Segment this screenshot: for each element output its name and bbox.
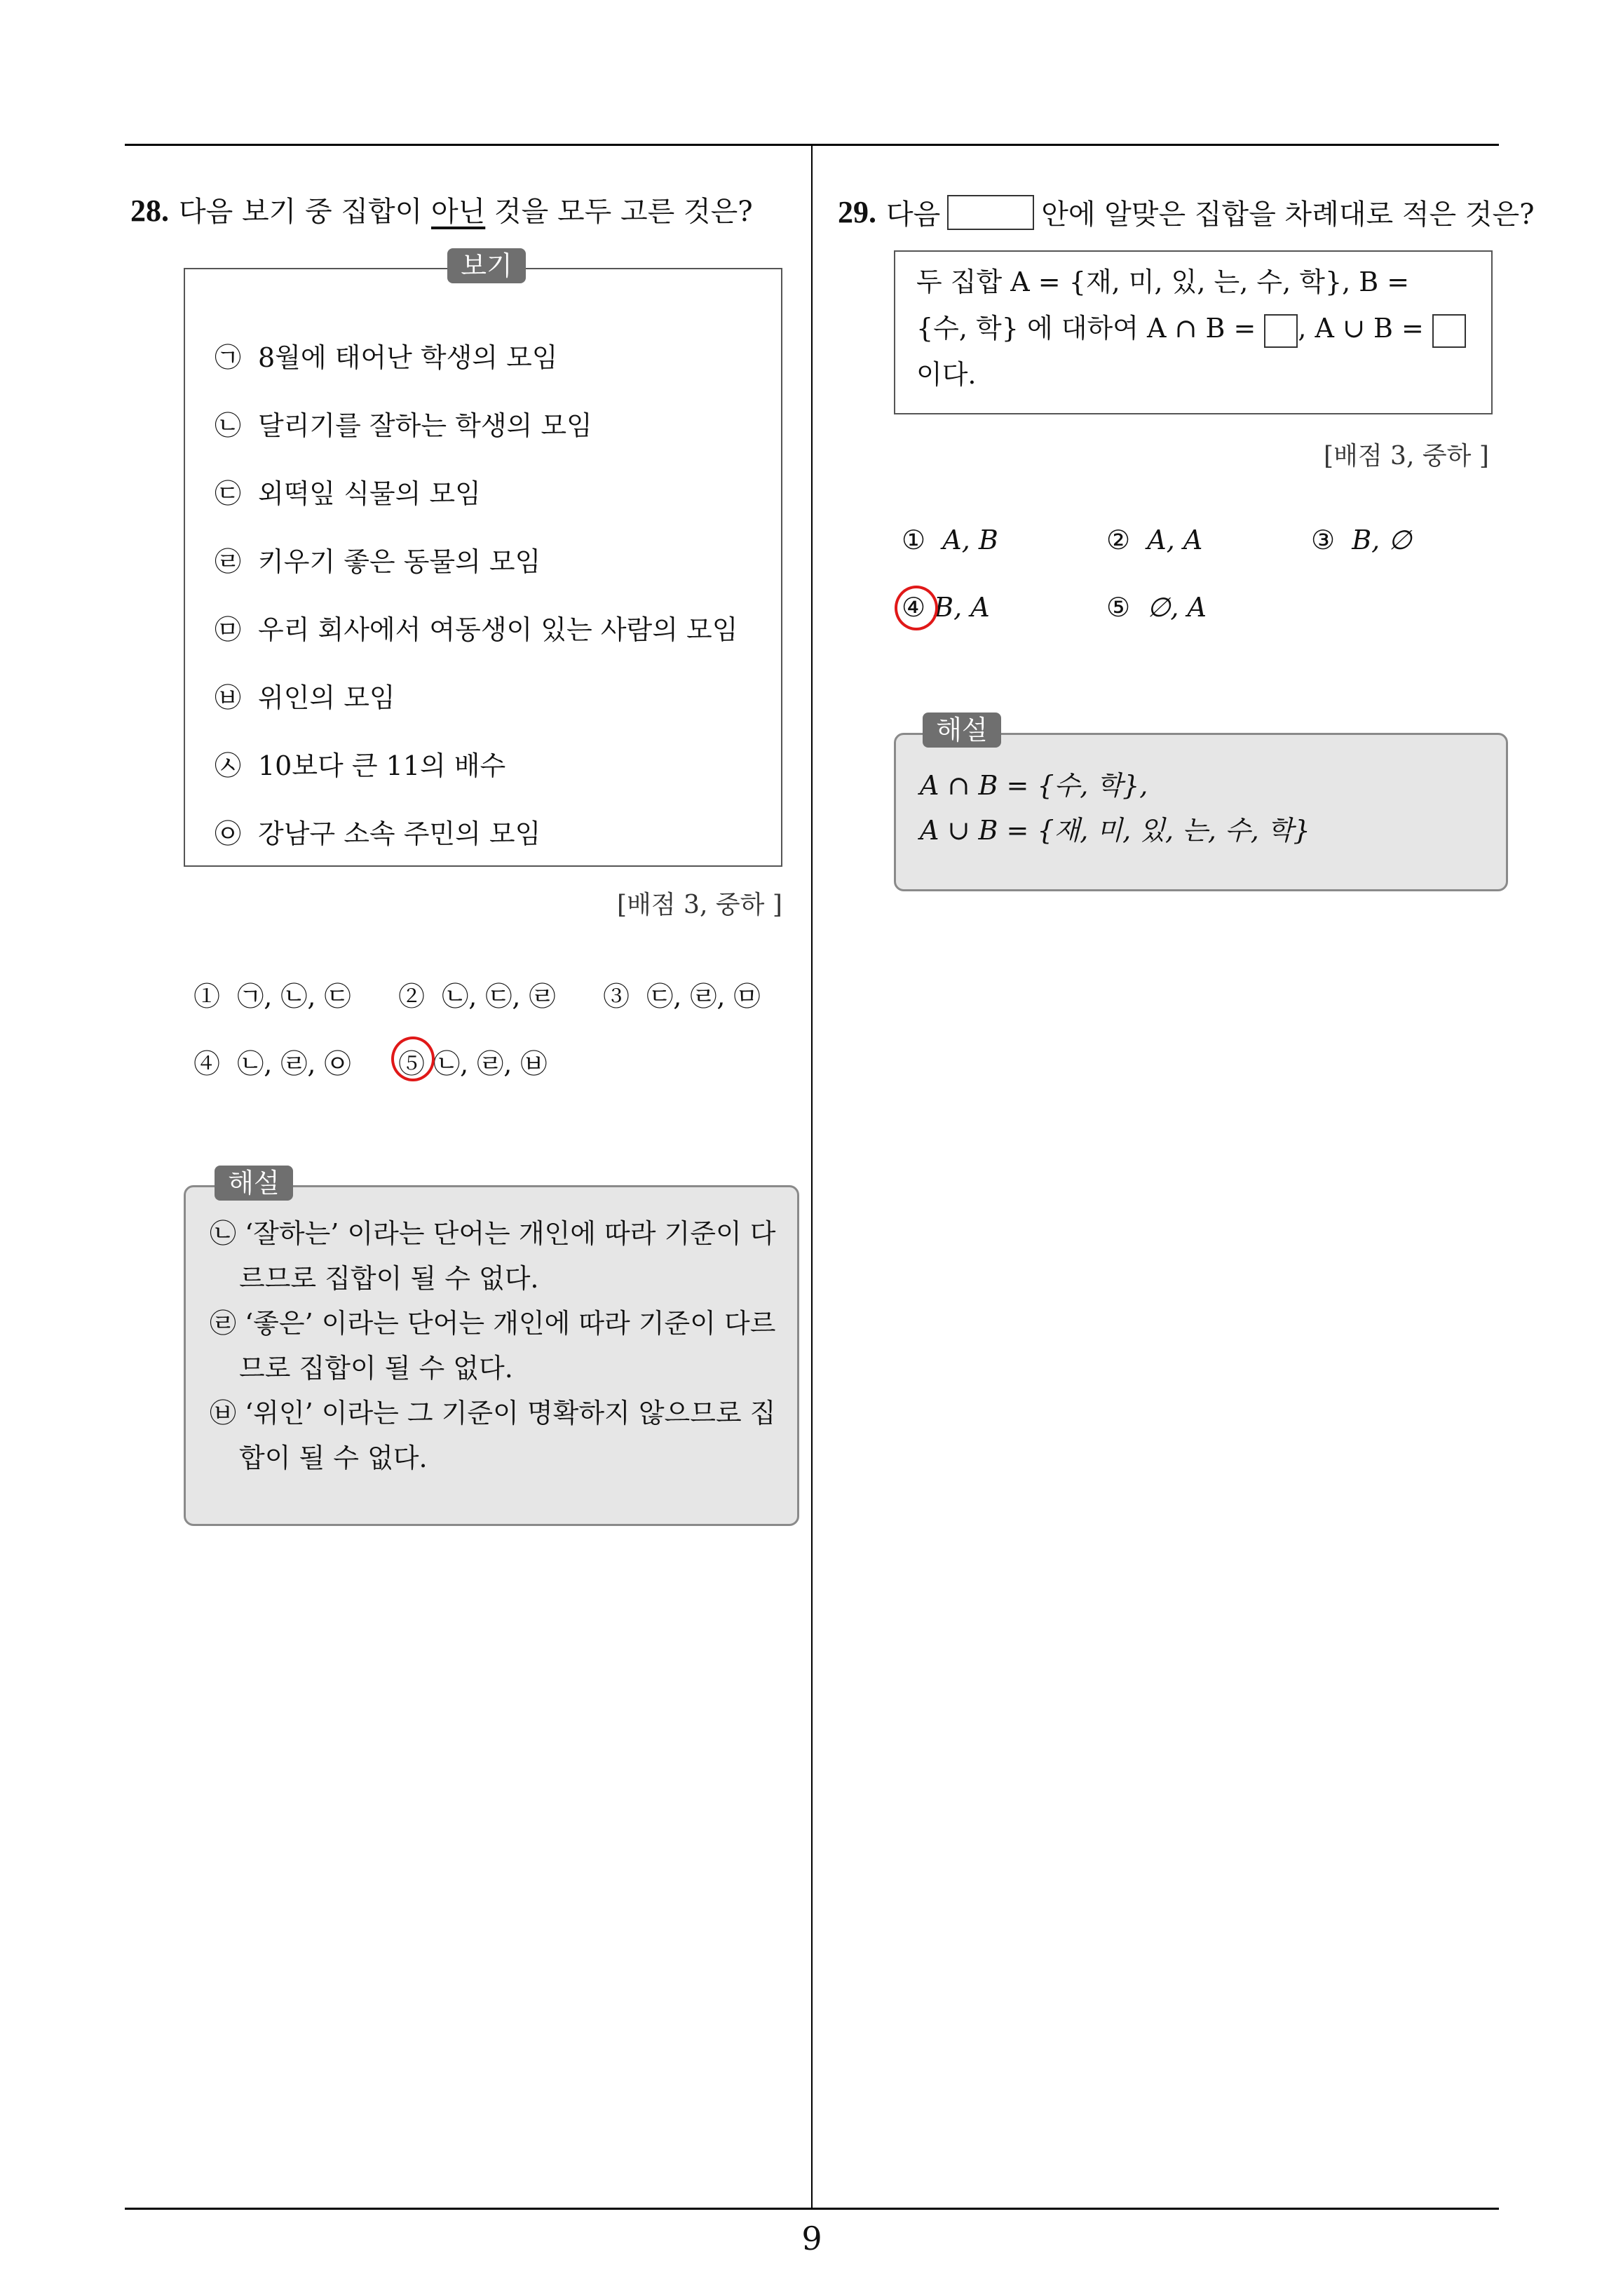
bogi-item [215,593,738,661]
bogi-item [215,729,738,797]
choice-text: A, A [1147,525,1203,555]
bogi-text: 10보다 큰 11의 배수 [258,750,506,781]
q28-choice-3[interactable] [603,975,761,1013]
bogi-item [215,661,738,729]
q29-prompt-after: 안에 알맞은 집합을 차례대로 적은 것은? [1041,198,1535,231]
solution-line: 므로 집합이 될 수 없다. [239,1353,513,1384]
choice-number: ④ [902,592,926,623]
q29-solution-label: 해설 [923,713,1001,748]
bogi-text: 달리기를 잘하는 학생의 모임 [258,410,592,441]
q28-choice-2[interactable] [398,975,556,1013]
bogi-text: 위인의 모임 [258,682,395,713]
q28-prompt-before: 다음 보기 중 집합이 [179,196,423,228]
bogi-item [215,321,738,389]
q28-solution-box [184,1185,799,1526]
q28-number: 28. [130,194,169,228]
bottom-rule [125,2208,1499,2210]
q29-selected-answer-circle [895,586,938,630]
q29-prompt [838,192,1535,232]
q29-statement-line3: 이다. [916,359,977,390]
choice-number: ③ [603,981,630,1012]
bogi-marker: ㉡ [215,410,242,441]
bogi-text: 8월에 태어난 학생의 모임 [258,342,558,373]
q28-bogi-label: 보기 [447,248,526,283]
q28-prompt [130,189,753,229]
bogi-marker: ㉣ [215,546,242,577]
q29-statement-box [894,250,1493,414]
bogi-item [215,389,738,457]
q29-statement-line2b: , A ∪ B = [1298,313,1424,344]
q29-choice-1[interactable] [902,525,998,555]
choice-number: ⑤ [398,1048,426,1079]
q28-prompt-underlined: 아닌 [430,196,486,228]
solution-line: 르므로 집합이 될 수 없다. [239,1263,539,1294]
choice-text: ㉡, ㉣, ㉥ [433,1048,548,1079]
solution-line: A ∪ B = {재, 미, 있, 는, 수, 학} [920,815,1310,846]
solution-line: ㉣ ‘좋은’ 이라는 단어는 개인에 따라 기준이 다르 [210,1308,776,1339]
q28-choice-1[interactable] [193,975,351,1013]
bogi-marker: ㉥ [215,682,242,713]
q28-bogi-list [215,321,738,865]
choice-text: ㉡, ㉣, ㉧ [237,1048,351,1079]
q29-choice-3[interactable] [1311,525,1411,555]
choice-text: B, ∅ [1352,525,1412,555]
bogi-item [215,457,738,525]
bogi-marker: ㉧ [215,818,242,849]
bogi-marker: ㉢ [215,478,242,509]
bogi-text: 외떡잎 식물의 모임 [258,478,481,509]
solution-line: 합이 될 수 없다. [239,1443,428,1473]
q29-prompt-before: 다음 [886,198,941,231]
q29-blank-box [947,195,1034,230]
q28-prompt-after: 것을 모두 고른 것은? [494,196,753,228]
bogi-text: 우리 회사에서 여동생이 있는 사람의 모임 [258,614,738,645]
choice-number: ① [902,525,926,555]
q29-number: 29. [838,195,876,229]
choice-number: ② [1106,525,1131,555]
bogi-marker: ㉠ [215,342,242,373]
bogi-text: 키우기 좋은 동물의 모임 [258,546,541,577]
q29-choice-5[interactable] [1106,592,1207,623]
choice-text: ∅, A [1147,592,1207,623]
q29-statement-line1: 두 집합 A = {재, 미, 있, 는, 수, 학}, B = [916,266,1410,297]
choice-number: ② [398,981,426,1012]
choice-number: ④ [193,1048,221,1079]
q29-score: [배점 3, 중하 ] [1324,442,1489,471]
q29-statement-line2a: {수, 학} 에 대하여 A ∩ B = [916,313,1256,344]
bogi-marker: ㉦ [215,750,242,781]
page-number: 9 [801,2220,822,2257]
q29-union-blank [1432,314,1466,348]
bogi-item [215,525,738,593]
choice-number: ③ [1311,525,1336,555]
choice-text: A, B [942,525,998,555]
q28-score: [배점 3, 중하 ] [617,891,782,919]
bogi-text: 강남구 소속 주민의 모임 [258,818,541,849]
q29-intersection-blank [1264,314,1298,348]
choice-text: ㉡, ㉢, ㉣ [442,981,556,1012]
q28-choice-4[interactable] [193,1042,351,1081]
solution-line: A ∩ B = {수, 학}, [920,770,1148,801]
choice-number: ① [193,981,221,1012]
choice-number: ⑤ [1106,592,1131,623]
bogi-marker: ㉤ [215,614,242,645]
choice-text: B, A [934,592,990,623]
solution-line: ㉥ ‘위인’ 이라는 그 기준이 명확하지 않으므로 집 [210,1398,776,1429]
q28-solution-label: 해설 [215,1166,293,1201]
choice-text: ㉠, ㉡, ㉢ [237,981,351,1012]
q29-solution-box [894,733,1508,891]
bogi-item [215,797,738,865]
choice-text: ㉢, ㉣, ㉤ [646,981,761,1012]
q29-choice-2[interactable] [1106,525,1202,555]
solution-line: ㉡ ‘잘하는’ 이라는 단어는 개인에 따라 기준이 다 [210,1218,776,1249]
q28-selected-answer-circle [391,1036,435,1081]
column-divider [811,144,813,2209]
